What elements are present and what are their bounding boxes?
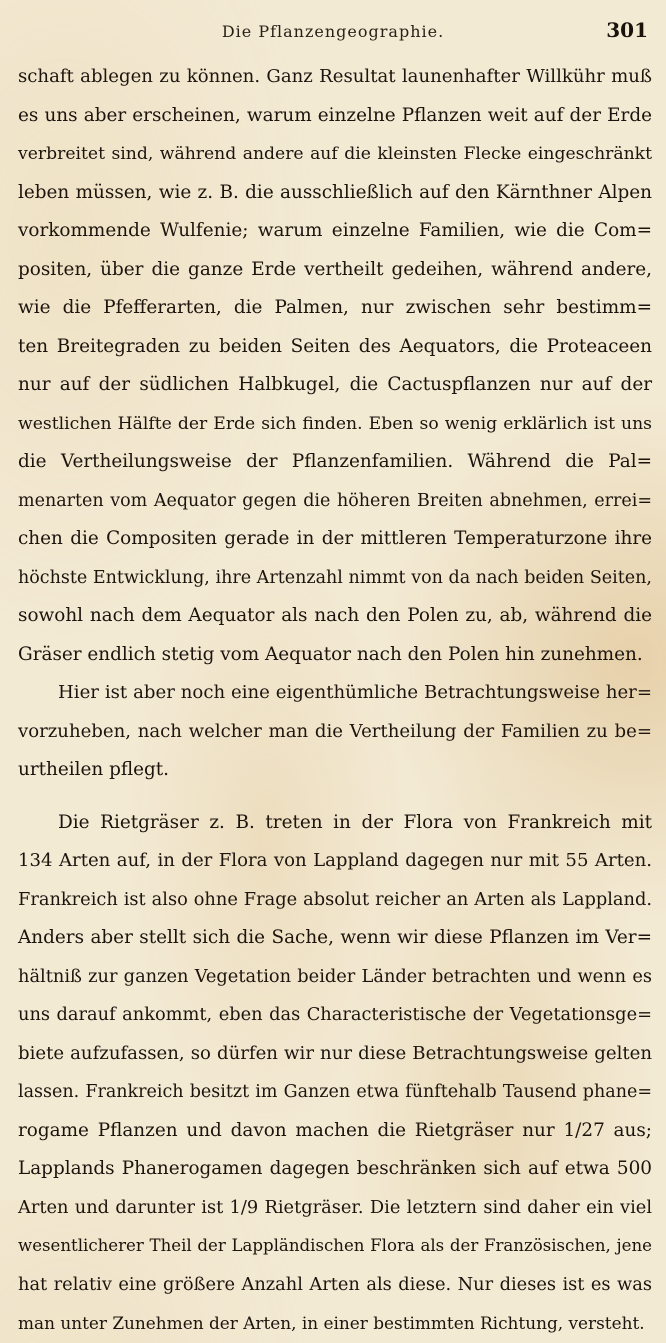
text-line: nur auf der südlichen Halbkugel, die Cactuspflanzen nur auf der (18, 374, 652, 395)
text-line: höchste Entwicklung, ihre Artenzahl nimmt von da nach beiden Seiten, (18, 567, 652, 588)
text-line: Die Rietgräser z. B. treten in der Flora von Frankreich mit (58, 811, 652, 833)
text-line: Hier ist aber noch eine eigenthümliche Betrachtungsweise her= (58, 682, 652, 703)
body-text (18, 58, 652, 1343)
text-line: hältniß zur ganzen Vegetation beider Länder betrachten und wenn es (18, 965, 652, 987)
paragraph (18, 804, 652, 1343)
text-line: positen, über die ganze Erde vertheilt gedeihen, während andere, (18, 258, 652, 280)
text-line: vorkommende Wulfenie; warum einzelne Familien, wie die Com= (18, 220, 652, 241)
text-line: man unter Zunehmen der Arten, in einer bestimmten Richtung, versteht. (18, 1313, 645, 1333)
text-line: sowohl nach dem Aequator als nach den Polen zu, ab, während die (18, 605, 652, 626)
text-line: chen die Compositen gerade in der mittleren Temperaturzone ihre (18, 528, 652, 549)
text-line: wie die Pfefferarten, die Palmen, nur zwischen sehr bestimm= (18, 297, 652, 318)
text-line: Anders aber stellt sich die Sache, wenn wir diese Pflanzen im Ver= (18, 927, 652, 948)
text-line: biete aufzufassen, so dürfen wir nur diese Betrachtungsweise gelten (18, 1042, 652, 1064)
paragraph (18, 58, 652, 674)
text-line: westlichen Hälfte der Erde sich finden. Eben so wenig erklärlich ist uns (18, 413, 652, 434)
running-title: Die Pflanzengeographie. (221, 22, 445, 41)
paragraph-spacer (18, 790, 652, 804)
page-header (0, 16, 666, 52)
text-line: ten Breitegraden zu beiden Seiten des Aequators, die Proteaceen (18, 335, 652, 357)
text-line: Lapplands Phanerogamen dagegen beschränken sich auf etwa 500 (18, 1158, 652, 1179)
text-line: rogame Pflanzen und davon machen die Rietgräser nur 1/27 aus; (18, 1119, 652, 1141)
page-number: 301 (606, 18, 648, 42)
text-line: leben müssen, wie z. B. die ausschließlich auf den Kärnthner Alpen (18, 181, 652, 203)
text-line: menarten vom Aequator gegen die höheren Breiten abnehmen, errei= (18, 490, 652, 511)
text-line: Arten und darunter ist 1/9 Rietgräser. Die letztern sind daher ein viel (18, 1196, 652, 1218)
text-line: Gräser endlich stetig vom Aequator nach den Polen hin zunehmen. (18, 643, 643, 665)
text-line: urtheilen pflegt. (18, 759, 170, 780)
text-line: es uns aber erscheinen, warum einzelne Pflanzen weit auf der Erde (18, 104, 652, 126)
text-line: verbreitet sind, während andere auf die kleinsten Flecke eingeschränkt (18, 144, 652, 164)
text-line: Frankreich ist also ohne Frage absolut reicher an Arten als Lappland. (18, 888, 652, 910)
text-line: hat relativ eine größere Anzahl Arten als diese. Nur dieses ist es was (18, 1273, 652, 1295)
text-line: die Vertheilungsweise der Pflanzenfamilien. Während die Pal= (18, 451, 652, 472)
paragraph (18, 674, 652, 790)
text-line: wesentlicherer Theil der Lappländischen Flora als der Französischen, jene (18, 1236, 652, 1255)
text-line: vorzuheben, nach welcher man die Vertheilung der Familien zu be= (18, 720, 652, 742)
text-line: uns darauf ankommt, eben das Characteristische der Vegetationsge= (18, 1004, 652, 1025)
text-line: 134 Arten auf, in der Flora von Lappland dagegen nur mit 55 Arten. (18, 850, 652, 871)
text-line: schaft ablegen zu können. Ganz Resultat launenhafter Willkühr muß (18, 66, 652, 87)
text-line: lassen. Frankreich besitzt im Ganzen etwa fünftehalb Tausend phane= (18, 1082, 652, 1102)
